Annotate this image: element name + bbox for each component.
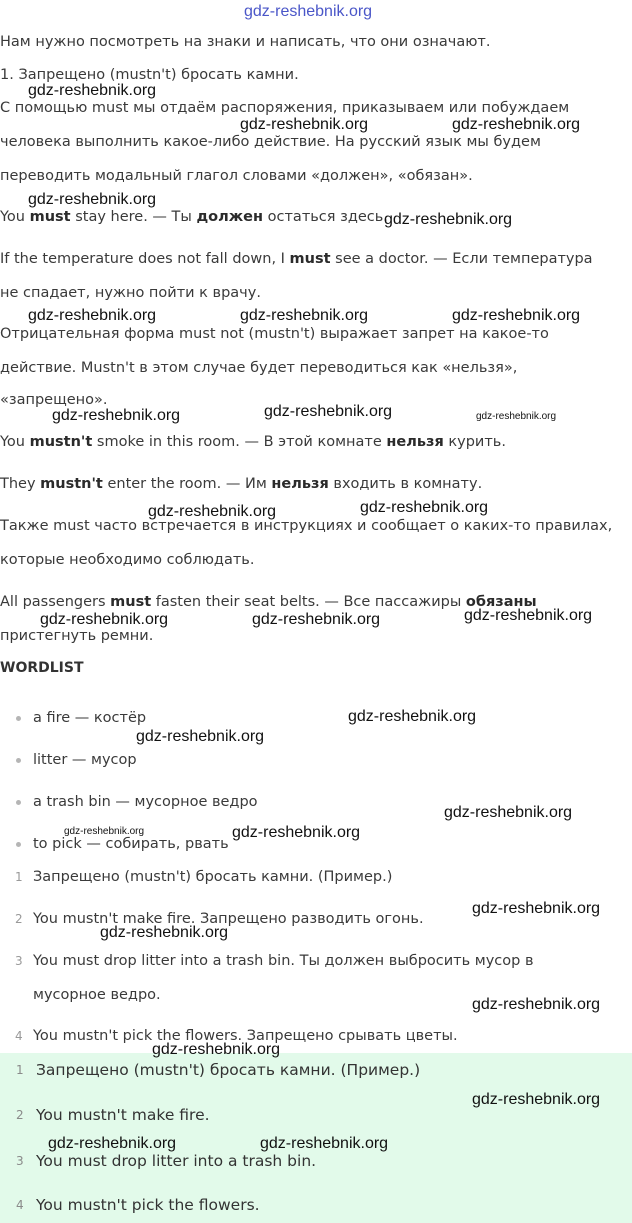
answer-number: 3 xyxy=(15,954,23,968)
final-answer: You mustn't make fire. xyxy=(36,1106,210,1124)
final-answer-number: 1 xyxy=(16,1063,24,1077)
bullet-icon xyxy=(16,842,21,847)
watermark: gdz-reshebnik.org xyxy=(452,307,581,324)
theory-neg-line: «запрещено». xyxy=(0,392,108,408)
watermark: gdz-reshebnik.org xyxy=(472,1091,601,1108)
watermark: gdz-reshebnik.org xyxy=(260,1135,389,1152)
watermark: gdz-reshebnik.org xyxy=(240,307,369,324)
watermark: gdz-reshebnik.org xyxy=(40,611,169,628)
final-answer: You must drop litter into a trash bin. xyxy=(36,1152,317,1170)
example-sentence-cont: пристегнуть ремни. xyxy=(0,628,154,644)
watermark: gdz-reshebnik.org xyxy=(444,804,573,821)
watermark: gdz-reshebnik.org xyxy=(384,211,513,228)
wordlist-item: to pick — собирать, рвать xyxy=(33,836,229,852)
wordlist-item: a trash bin — мусорное ведро xyxy=(33,794,258,810)
example-sentence: You mustn't smoke in this room. — В этой комнате нельзя курить. xyxy=(0,434,506,450)
watermark: gdz-reshebnik.org xyxy=(148,503,277,520)
bullet-icon xyxy=(16,800,21,805)
watermark: gdz-reshebnik.org xyxy=(100,924,229,941)
final-answer: Запрещено (mustn't) бросать камни. (Пример.) xyxy=(36,1061,421,1079)
example-sentence: If the temperature does not fall down, I must see a doctor. — Если температура xyxy=(0,251,593,267)
watermark: gdz-reshebnik.org xyxy=(472,900,601,917)
example-text: 1. Запрещено (mustn't) бросать камни. xyxy=(0,67,299,83)
watermark: gdz-reshebnik.org xyxy=(264,403,393,420)
watermark: gdz-reshebnik.org xyxy=(136,728,265,745)
theory-must-line: С помощью must мы отдаём распоряжения, приказываем или побуждаем xyxy=(0,100,570,116)
watermark: gdz-reshebnik.org xyxy=(464,607,593,624)
wordlist-item: a fire — костёр xyxy=(33,710,147,726)
watermark: gdz-reshebnik.org xyxy=(152,1041,281,1058)
theory-neg-line: Отрицательная форма must not (mustn't) выражает запрет на какое-то xyxy=(0,326,549,342)
example-sentence: You must stay here. — Ты должен остаться здесь. xyxy=(0,209,388,225)
watermark: gdz-reshebnik.org xyxy=(28,191,157,208)
final-answer-number: 3 xyxy=(16,1154,24,1168)
theory-must-line: переводить модальный глагол словами «должен», «обязан». xyxy=(0,168,473,184)
watermark: gdz-reshebnik.org xyxy=(232,824,361,841)
watermark: gdz-reshebnik.org xyxy=(28,82,157,99)
answer-item: You mustn't pick the flowers. Запрещено срывать цветы. xyxy=(33,1028,458,1044)
watermark: gdz-reshebnik.org xyxy=(476,411,557,422)
watermark-top: gdz-reshebnik.org xyxy=(244,3,373,20)
answer-item: You must drop litter into a trash bin. Ты должен выбросить мусор в xyxy=(33,953,534,969)
watermark: gdz-reshebnik.org xyxy=(48,1135,177,1152)
watermark: gdz-reshebnik.org xyxy=(472,996,601,1013)
example-sentence: All passengers must fasten their seat belts. — Все пассажиры обязаны xyxy=(0,594,537,610)
wordlist-heading: WORDLIST xyxy=(0,660,84,676)
watermark: gdz-reshebnik.org xyxy=(64,826,145,837)
watermark: gdz-reshebnik.org xyxy=(452,116,581,133)
answer-number: 2 xyxy=(15,912,23,926)
watermark: gdz-reshebnik.org xyxy=(348,708,477,725)
final-answer-number: 4 xyxy=(16,1198,24,1212)
watermark: gdz-reshebnik.org xyxy=(52,407,181,424)
watermark: gdz-reshebnik.org xyxy=(240,116,369,133)
answer-number: 1 xyxy=(15,870,23,884)
example-sentence: They mustn't enter the room. — Им нельзя входить в комнату. xyxy=(0,476,483,492)
watermark: gdz-reshebnik.org xyxy=(252,611,381,628)
example-sentence-cont: не спадает, нужно пойти к врачу. xyxy=(0,285,261,301)
theory-neg-line: действие. Mustn't в этом случае будет переводиться как «нельзя», xyxy=(0,360,518,376)
theory-must-line: человека выполнить какое-либо действие. На русский язык мы будем xyxy=(0,134,541,150)
final-answer-number: 2 xyxy=(16,1108,24,1122)
answer-item: Запрещено (mustn't) бросать камни. (Пример.) xyxy=(33,869,393,885)
bullet-icon xyxy=(16,758,21,763)
bullet-icon xyxy=(16,716,21,721)
final-answer: You mustn't pick the flowers. xyxy=(36,1196,260,1214)
answer-item-cont: мусорное ведро. xyxy=(33,987,161,1003)
answer-item: You mustn't make fire. Запрещено разводить огонь. xyxy=(33,911,424,927)
intro-text: Нам нужно посмотреть на знаки и написать, что они означают. xyxy=(0,34,491,50)
watermark: gdz-reshebnik.org xyxy=(28,307,157,324)
watermark: gdz-reshebnik.org xyxy=(360,499,489,516)
answer-number: 4 xyxy=(15,1029,23,1043)
theory-rules-line: Также must часто встречается в инструкциях и сообщает о каких-то правилах, xyxy=(0,518,613,534)
wordlist-item: litter — мусор xyxy=(33,752,137,768)
theory-rules-line: которые необходимо соблюдать. xyxy=(0,552,255,568)
